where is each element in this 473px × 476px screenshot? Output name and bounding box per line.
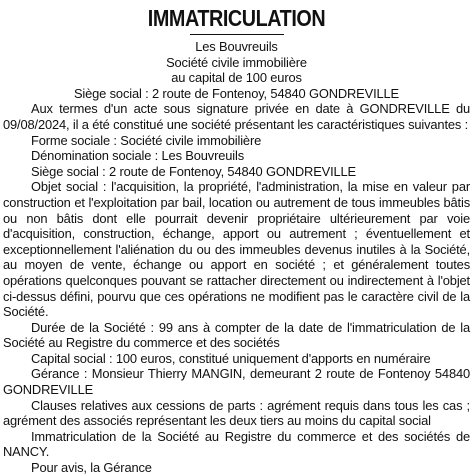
notice-body: [3, 39, 470, 476]
company-name: Les Bouvreuils: [195, 39, 278, 54]
notice-title: IMMATRICULATION: [147, 5, 326, 31]
company-capital: au capital de 100 euros: [171, 70, 302, 86]
company-address: Siège social : 2 route de Fontenoy, 54840 GONDREVILLE: [73, 85, 399, 101]
registered-office-paragraph: Siège social : 2 route de Fontenoy, 54840 GONDREVILLE: [31, 163, 357, 179]
company-name-paragraph: Dénomination sociale : Les Bouvreuils: [31, 148, 244, 164]
duration-paragraph: Durée de la Société : 99 ans à compter de la date de l'immatriculation de la Société au Registre du commerce et des sociétés: [3, 319, 470, 351]
transfer-clause-paragraph: Clauses relatives aux cessions de parts : agrément requis dans tous les cas ; agrément des associés représentant les deux tiers au moins du capital social: [3, 397, 470, 429]
corporate-purpose-paragraph: Objet social : l'acquisition, la propriété, l'administration, la mise en valeur par construction et l'exploitation par bail, location ou autrement de tous immeubles bâtis ou non bâtis dont elle pourrait devenir propriétaire ultérieurement par voie d'acquisition, construction, échange, apport ou autrement ; éventuellement et exceptionnellement l'aliénation du ou des immeubles devenus inutiles à la Société, au moyen de vente, échange ou apport en société ; et généralement toutes opérations quelconques pouvant se rattacher directement ou indirectement à l'objet ci-dessus défini, pourvu que ces opérations ne modifient pas le caractère civil de la Société.: [3, 179, 470, 320]
registration-paragraph: Immatriculation de la Société au Registre du commerce et des sociétés de NANCY.: [3, 428, 470, 460]
management-paragraph: Gérance : Monsieur Thierry MANGIN, demeurant 2 route de Fontenoy 54840 GONDREVILLE: [3, 366, 470, 398]
share-capital-paragraph: Capital social : 100 euros, constitué uniquement d'apports en numéraire: [31, 350, 431, 366]
title-divider: [190, 34, 284, 35]
legal-form-paragraph: Forme sociale : Société civile immobilière: [31, 132, 262, 148]
signature-paragraph: Pour avis, la Gérance: [31, 460, 152, 476]
intro-paragraph: Aux termes d'un acte sous signature privée en date à GONDREVILLE du 09/08/2024, il a été constitué une société présentant les caractéristiques suivantes :: [3, 101, 470, 132]
company-form: Société civile immobilière: [166, 54, 307, 70]
